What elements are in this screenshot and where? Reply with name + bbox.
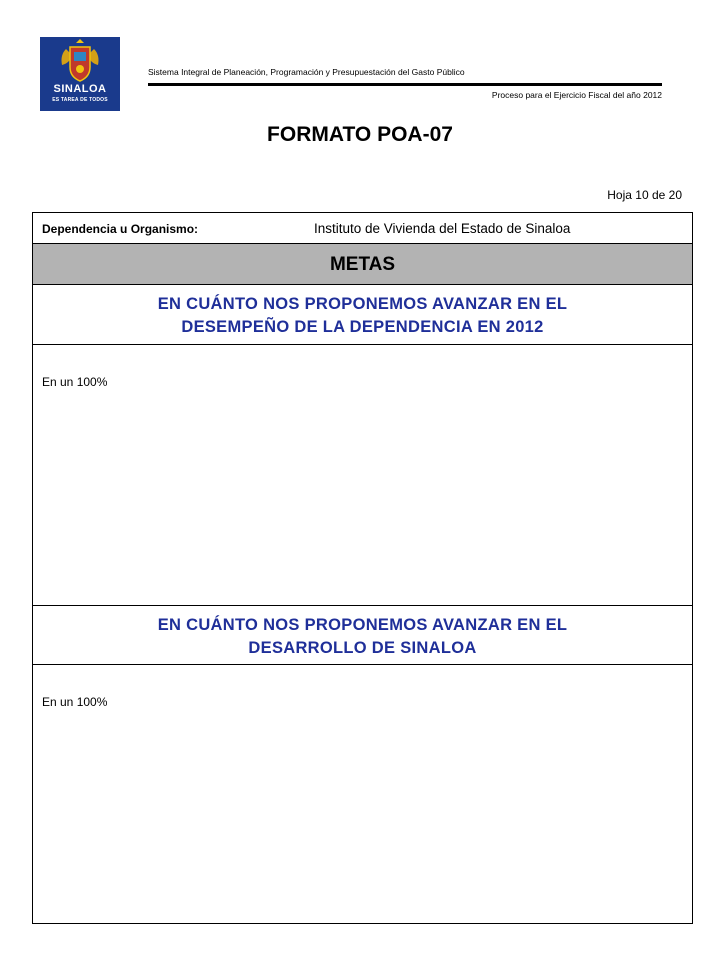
development-goal-text: En un 100% [42,695,108,709]
performance-body [33,345,692,605]
development-heading-line1: EN CUÁNTO NOS PROPONEMOS AVANZAR EN EL [157,616,568,634]
development-heading [33,614,692,660]
performance-heading-line1: EN CUÁNTO NOS PROPONEMOS AVANZAR EN EL [157,295,568,313]
goals-form [32,212,693,924]
coat-of-arms-icon [40,37,120,87]
dependency-value: Instituto de Vivienda del Estado de Sinaloa [314,221,571,236]
logo-slogan: ES TAREA DE TODOS [52,97,108,103]
development-heading-line2: DESARROLLO DE SINALOA [248,639,477,657]
performance-goal-text: En un 100% [42,375,108,389]
header-divider [148,83,662,86]
page-number: Hoja 10 de 20 [607,188,682,202]
dependency-row [33,213,692,244]
section-header: METAS [329,254,396,275]
process-text: Proceso para el Ejercicio Fiscal del año 2012 [491,90,662,100]
logo-name: SINALOA [53,83,107,95]
sinaloa-logo [40,37,120,111]
dependency-label: Dependencia u Organismo: [42,222,199,236]
performance-heading-line2: DESEMPEÑO DE LA DEPENDENCIA EN 2012 [181,318,544,336]
performance-heading-row [33,285,692,345]
section-header-row [33,244,692,285]
format-title: FORMATO POA-07 [267,123,453,146]
performance-heading [33,293,692,339]
development-heading-row [33,605,692,665]
system-title: Sistema Integral de Planeación, Programación y Presupuestación del Gasto Público [148,67,465,77]
development-body [33,665,692,923]
